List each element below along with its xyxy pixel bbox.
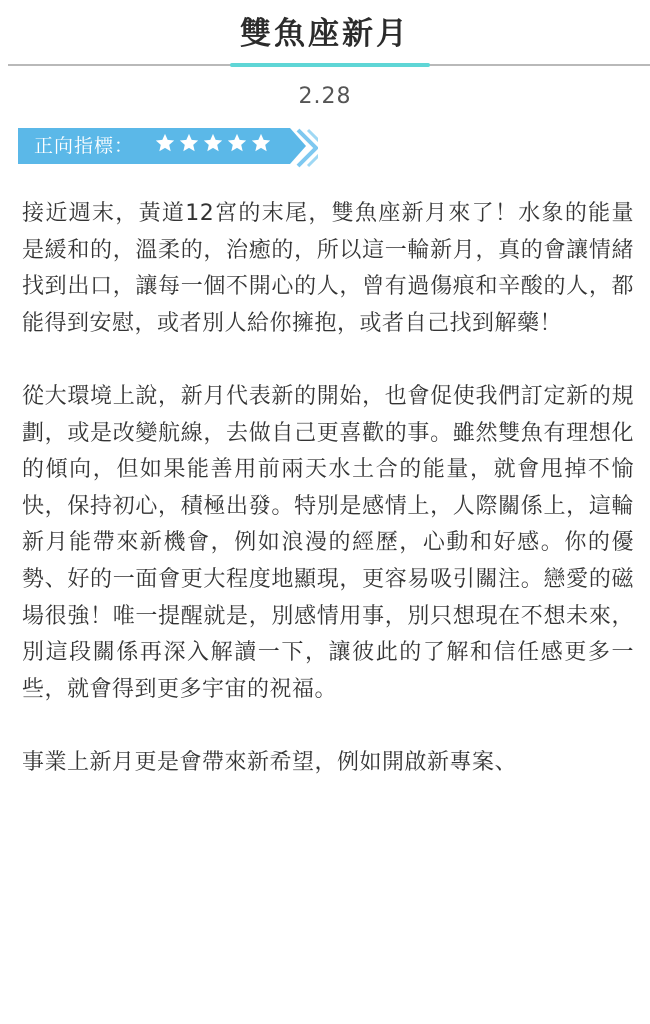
star-icon — [250, 132, 272, 154]
star-icon — [178, 132, 200, 154]
rating-banner — [18, 126, 318, 170]
page-title: 雙魚座新月 — [240, 16, 410, 52]
rating-label: 正向指標： — [34, 135, 135, 157]
rating-stars — [154, 132, 272, 154]
date-label: 2.28 — [298, 84, 352, 109]
paragraph-environment: 從大環境上說，新月代表新的開始，也會促使我們訂定新的規劃，或是改變航線，去做自己更喜歡的事。雖然雙魚有理想化的傾向，但如果能善用前兩天水土合的能量，就會甩掉不愉快，保持初心，積極出發。特別是感情上，人際關係上，這輪新月能帶來新機會，例如浪漫的經歷，心動和好感。你的優勢、好的一面會更大程度地顯現，更容易吸引關注。戀愛的磁場很強！唯一提醒就是，別感情用事，別只想現在不想未來，別這段關係再深入解讀一下，讓彼此的了解和信任感更多一些，就會得到更多宇宙的祝福。 — [22, 383, 634, 702]
article-body — [22, 196, 634, 818]
paragraph-intro: 接近週末，黃道12宮的末尾，雙魚座新月來了！水象的能量是緩和的，溫柔的，治癒的，所以這一輪新月，真的會讓情緒找到出口，讓每一個不開心的人，曾有過傷痕和辛酸的人，都能得到安慰，或者別人給你擁抱，或者自己找到解藥！ — [22, 201, 634, 336]
star-icon — [226, 132, 248, 154]
star-icon — [202, 132, 224, 154]
paragraph-career: 事業上新月更是會帶來新希望，例如開啟新專案、 — [22, 749, 518, 775]
title-divider-accent — [230, 63, 430, 67]
star-icon — [154, 132, 176, 154]
